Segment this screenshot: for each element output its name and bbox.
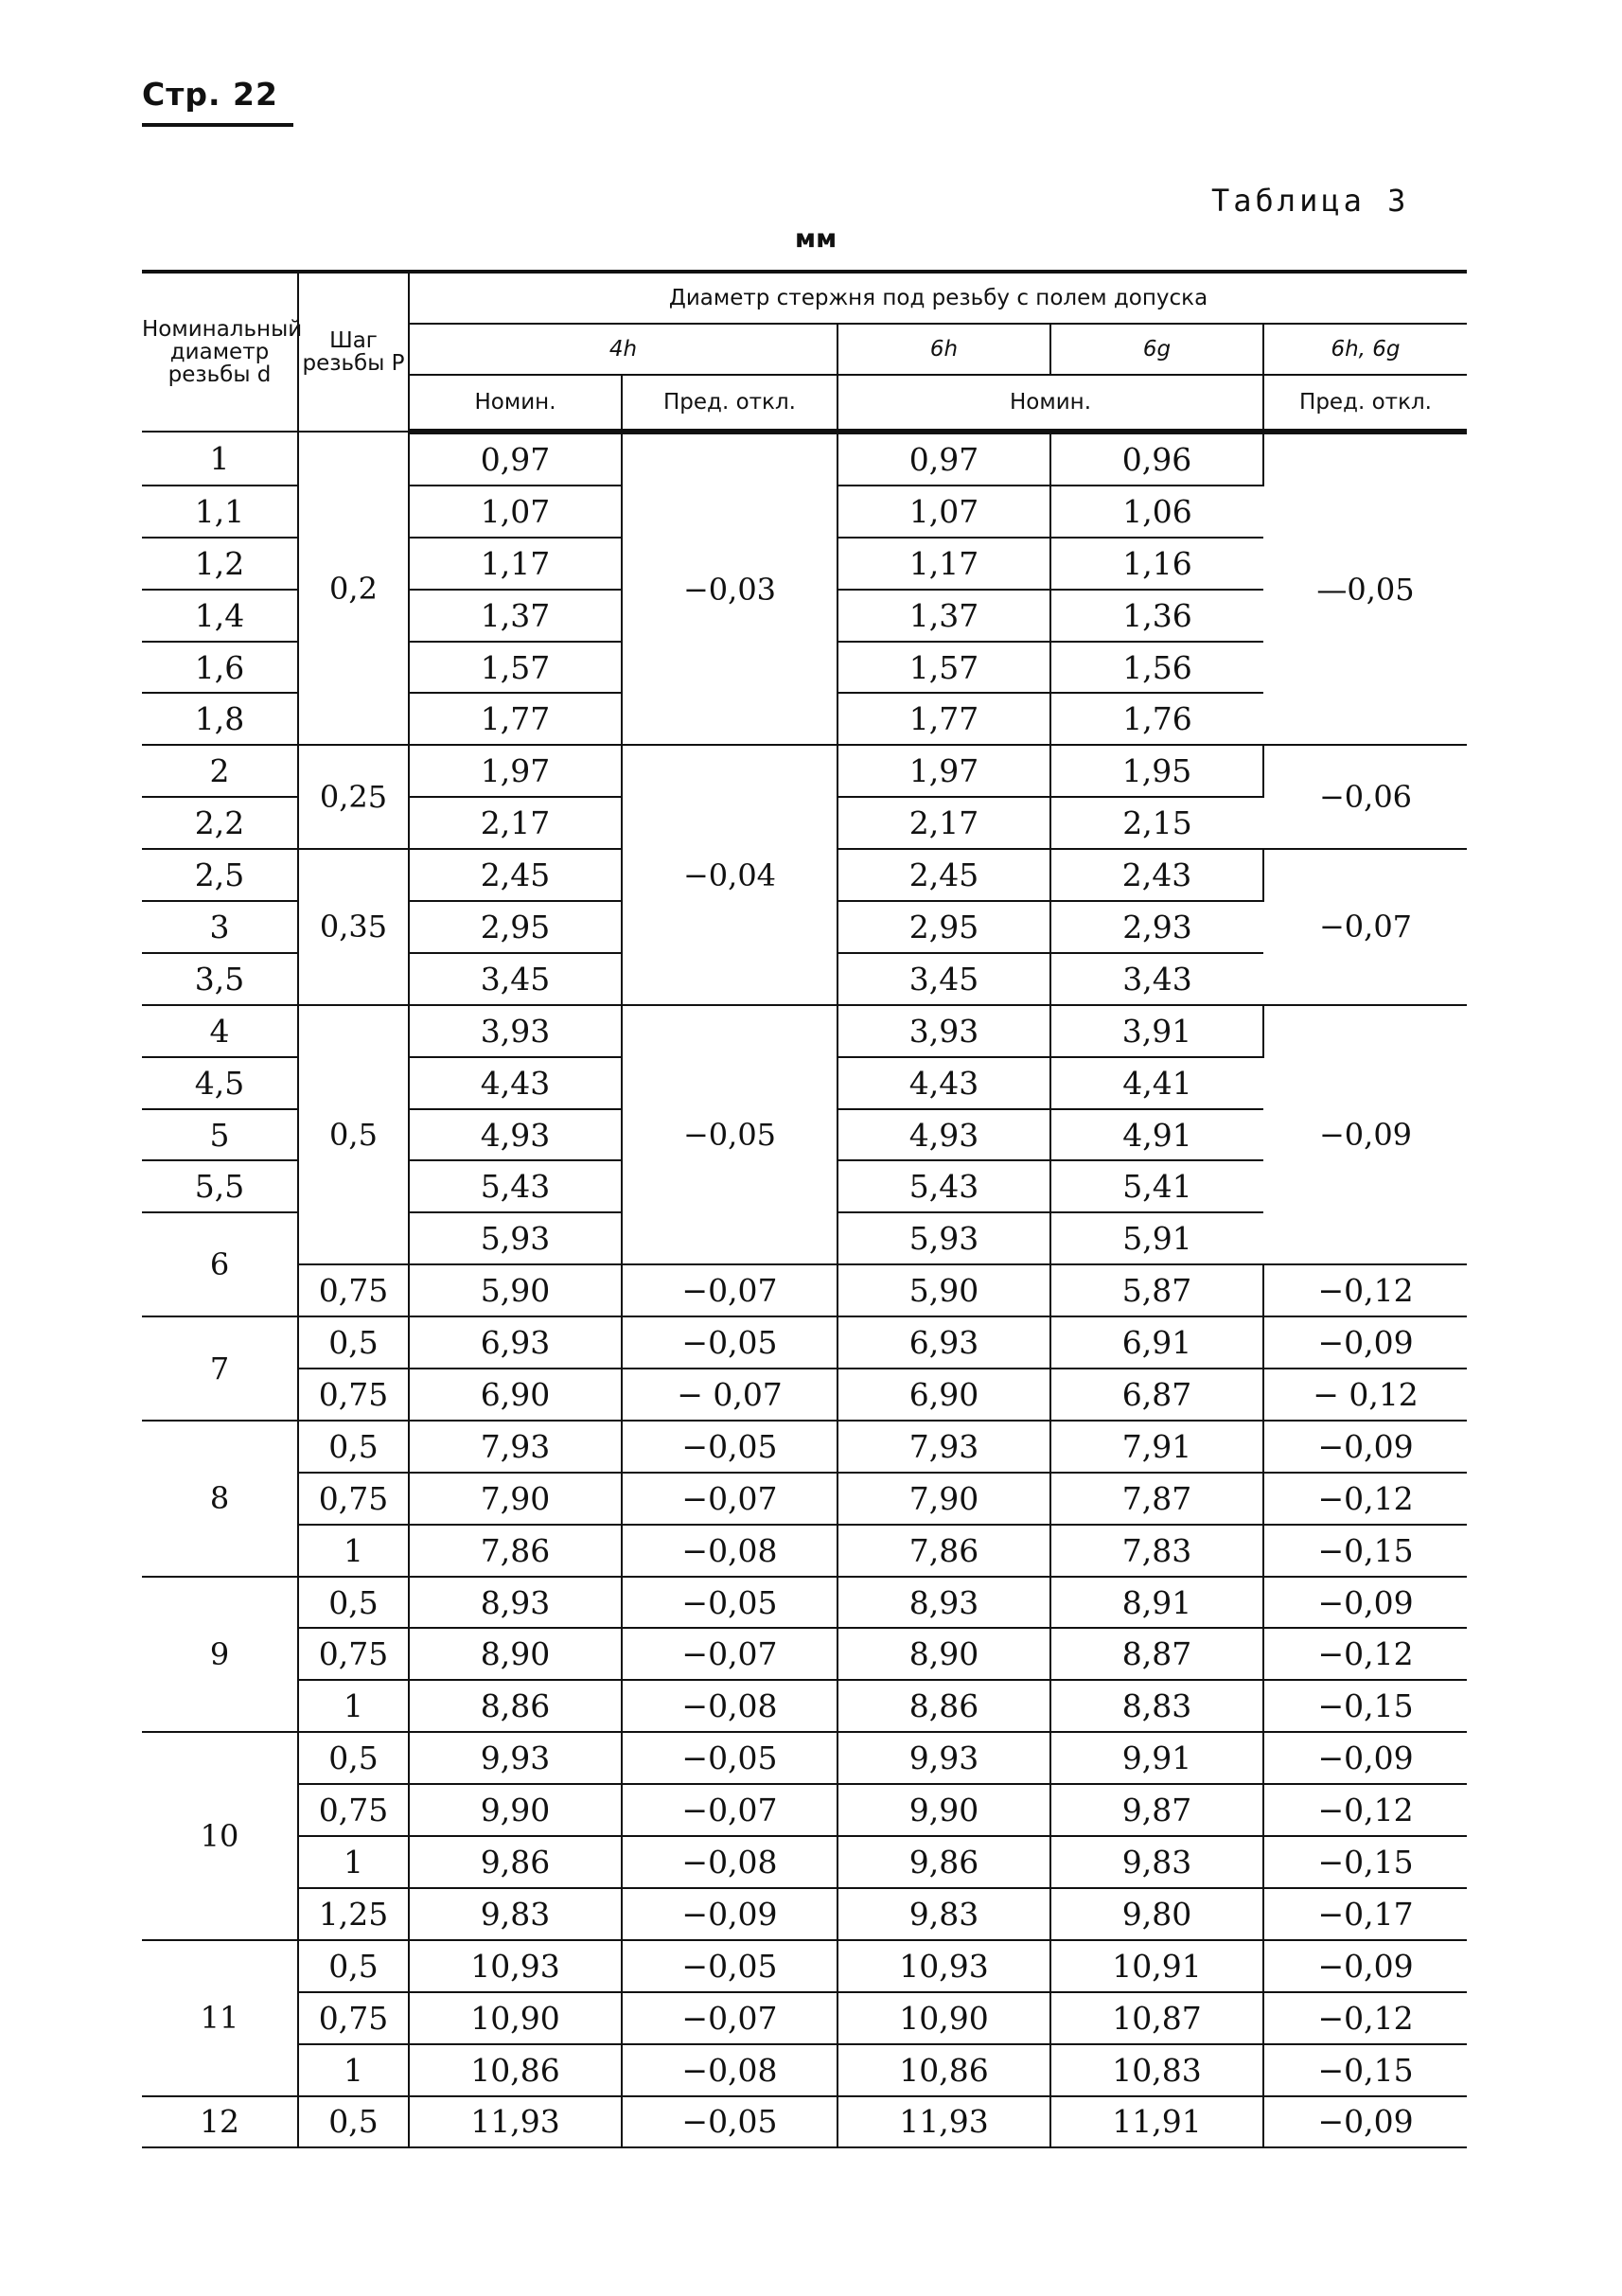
table-row <box>142 1732 1467 1784</box>
cell-dev-4h: −0,08 <box>622 1680 837 1732</box>
cell-nominal-diameter: 2,2 <box>142 797 298 849</box>
header-dev-4h: Пред. откл. <box>622 375 837 432</box>
cell-dev-4h: −0,07 <box>622 1473 837 1525</box>
cell-dev-6h-6g: −0,09 <box>1263 1577 1467 1629</box>
header-nominal-diameter: Номинальный диаметр резьбы d <box>142 272 298 432</box>
cell-nom-4h: 1,37 <box>409 590 622 642</box>
cell-nom-6g: 1,06 <box>1050 486 1263 538</box>
cell-nom-6g: 1,16 <box>1050 538 1263 590</box>
cell-nom-4h: 6,90 <box>409 1369 622 1421</box>
cell-nom-6g: 11,91 <box>1050 2096 1263 2148</box>
cell-nom-4h: 10,86 <box>409 2044 622 2096</box>
cell-dev-6h-6g: −0,15 <box>1263 1680 1467 1732</box>
cell-nom-6h: 1,57 <box>837 642 1050 694</box>
cell-pitch: 1 <box>298 2044 409 2096</box>
cell-dev-4h: −0,05 <box>622 1316 837 1369</box>
cell-dev-4h: −0,05 <box>622 1732 837 1784</box>
cell-nom-6h: 8,93 <box>837 1577 1050 1629</box>
cell-nom-4h: 1,77 <box>409 693 622 745</box>
page-number: Стр. 22 <box>142 76 278 113</box>
cell-dev-4h: −0,05 <box>622 1005 837 1264</box>
cell-dev-4h: −0,07 <box>622 1992 837 2044</box>
cell-nom-4h: 8,90 <box>409 1628 622 1680</box>
cell-dev-6h-6g: −0,06 <box>1263 745 1467 849</box>
cell-nominal-diameter: 3 <box>142 901 298 953</box>
cell-nom-6h: 1,77 <box>837 693 1050 745</box>
cell-nom-6h: 1,37 <box>837 590 1050 642</box>
cell-nom-6g: 0,96 <box>1050 432 1263 486</box>
cell-nominal-diameter: 9 <box>142 1577 298 1733</box>
page-number-underline <box>142 123 293 127</box>
cell-nom-6g: 4,41 <box>1050 1057 1263 1109</box>
cell-nominal-diameter: 1,1 <box>142 486 298 538</box>
table-row <box>142 1836 1467 1888</box>
cell-pitch: 0,75 <box>298 1369 409 1421</box>
cell-nom-6h: 9,83 <box>837 1888 1050 1940</box>
cell-nom-4h: 8,86 <box>409 1680 622 1732</box>
cell-pitch: 0,5 <box>298 1005 409 1264</box>
cell-nom-6h: 9,93 <box>837 1732 1050 1784</box>
cell-nom-4h: 7,90 <box>409 1473 622 1525</box>
cell-nom-6h: 10,93 <box>837 1940 1050 1992</box>
cell-nom-4h: 7,86 <box>409 1525 622 1577</box>
header-tol-6h6g: 6h, 6g <box>1263 324 1467 375</box>
cell-dev-6h-6g: −0,09 <box>1263 2096 1467 2148</box>
cell-nom-6g: 9,83 <box>1050 1836 1263 1888</box>
cell-dev-6h-6g: —0,05 <box>1263 432 1467 745</box>
cell-dev-6h-6g: −0,07 <box>1263 849 1467 1005</box>
cell-nom-6g: 8,91 <box>1050 1577 1263 1629</box>
cell-nominal-diameter: 4,5 <box>142 1057 298 1109</box>
cell-nom-6g: 5,41 <box>1050 1160 1263 1212</box>
cell-dev-6h-6g: −0,15 <box>1263 1525 1467 1577</box>
cell-nom-4h: 5,90 <box>409 1264 622 1316</box>
cell-dev-4h: −0,07 <box>622 1628 837 1680</box>
cell-nom-6h: 1,97 <box>837 745 1050 797</box>
cell-nom-6g: 9,80 <box>1050 1888 1263 1940</box>
table-row <box>142 432 1467 486</box>
cell-dev-4h: −0,05 <box>622 1577 837 1629</box>
table-body <box>142 432 1467 2147</box>
cell-nom-6h: 0,97 <box>837 432 1050 486</box>
cell-nom-6h: 10,86 <box>837 2044 1050 2096</box>
cell-dev-4h: −0,03 <box>622 432 837 745</box>
cell-dev-6h-6g: −0,12 <box>1263 1992 1467 2044</box>
table-row <box>142 1784 1467 1836</box>
cell-nom-6h: 8,90 <box>837 1628 1050 1680</box>
cell-nom-4h: 3,45 <box>409 953 622 1005</box>
table-row <box>142 1525 1467 1577</box>
cell-nom-6h: 3,45 <box>837 953 1050 1005</box>
cell-nom-6g: 7,83 <box>1050 1525 1263 1577</box>
cell-nom-6h: 7,93 <box>837 1421 1050 1473</box>
cell-nominal-diameter: 2,5 <box>142 849 298 901</box>
cell-nom-6h: 3,93 <box>837 1005 1050 1057</box>
cell-dev-4h: −0,09 <box>622 1888 837 1940</box>
cell-pitch: 0,75 <box>298 1628 409 1680</box>
cell-nominal-diameter: 1,8 <box>142 693 298 745</box>
cell-nom-6h: 8,86 <box>837 1680 1050 1732</box>
cell-nom-4h: 9,93 <box>409 1732 622 1784</box>
cell-dev-6h-6g: −0,09 <box>1263 1005 1467 1264</box>
cell-nom-6g: 5,91 <box>1050 1212 1263 1264</box>
cell-dev-6h-6g: −0,09 <box>1263 1316 1467 1369</box>
cell-nom-6g: 2,43 <box>1050 849 1263 901</box>
cell-nominal-diameter: 1,6 <box>142 642 298 694</box>
cell-dev-4h: −0,08 <box>622 2044 837 2096</box>
cell-pitch: 1 <box>298 1836 409 1888</box>
cell-nom-6g: 1,56 <box>1050 642 1263 694</box>
cell-nominal-diameter: 4 <box>142 1005 298 1057</box>
cell-nom-6h: 4,43 <box>837 1057 1050 1109</box>
cell-nom-4h: 5,43 <box>409 1160 622 1212</box>
cell-nom-4h: 0,97 <box>409 432 622 486</box>
cell-nom-4h: 8,93 <box>409 1577 622 1629</box>
cell-nom-6h: 1,07 <box>837 486 1050 538</box>
cell-nom-6h: 6,90 <box>837 1369 1050 1421</box>
cell-pitch: 0,35 <box>298 849 409 1005</box>
table-row <box>142 1264 1467 1316</box>
cell-dev-4h: −0,04 <box>622 745 837 1004</box>
cell-dev-4h: −0,05 <box>622 1940 837 1992</box>
table-row <box>142 1940 1467 1992</box>
cell-nom-4h: 10,90 <box>409 1992 622 2044</box>
cell-nom-6g: 5,87 <box>1050 1264 1263 1316</box>
header-tol-4h: 4h <box>409 324 837 375</box>
cell-nom-6h: 4,93 <box>837 1109 1050 1161</box>
table-row <box>142 1628 1467 1680</box>
cell-nom-4h: 7,93 <box>409 1421 622 1473</box>
cell-pitch: 0,75 <box>298 1264 409 1316</box>
cell-nom-6g: 8,87 <box>1050 1628 1263 1680</box>
cell-pitch: 1 <box>298 1525 409 1577</box>
header-group: Диаметр стержня под резьбу с полем допуска <box>409 272 1467 324</box>
cell-nom-6g: 2,15 <box>1050 797 1263 849</box>
cell-nominal-diameter: 12 <box>142 2096 298 2148</box>
cell-pitch: 1,25 <box>298 1888 409 1940</box>
cell-nom-4h: 3,93 <box>409 1005 622 1057</box>
cell-nom-6h: 6,93 <box>837 1316 1050 1369</box>
cell-nom-6h: 7,86 <box>837 1525 1050 1577</box>
cell-nominal-diameter: 6 <box>142 1212 298 1316</box>
cell-nom-4h: 11,93 <box>409 2096 622 2148</box>
table-row <box>142 1005 1467 1057</box>
cell-nom-6g: 8,83 <box>1050 1680 1263 1732</box>
cell-nominal-diameter: 2 <box>142 745 298 797</box>
table-row <box>142 745 1467 797</box>
cell-dev-6h-6g: −0,09 <box>1263 1940 1467 1992</box>
cell-nominal-diameter: 7 <box>142 1316 298 1421</box>
table-row <box>142 1680 1467 1732</box>
table-row <box>142 2044 1467 2096</box>
cell-nom-6h: 2,45 <box>837 849 1050 901</box>
cell-pitch: 0,5 <box>298 1577 409 1629</box>
cell-nom-4h: 5,93 <box>409 1212 622 1264</box>
cell-dev-6h-6g: −0,12 <box>1263 1784 1467 1836</box>
header-tol-6g: 6g <box>1050 324 1263 375</box>
cell-nom-6h: 9,90 <box>837 1784 1050 1836</box>
cell-nom-4h: 2,17 <box>409 797 622 849</box>
cell-pitch: 0,5 <box>298 1421 409 1473</box>
cell-pitch: 0,5 <box>298 2096 409 2148</box>
cell-nom-6g: 1,76 <box>1050 693 1263 745</box>
cell-dev-4h: −0,08 <box>622 1525 837 1577</box>
cell-nom-6g: 9,91 <box>1050 1732 1263 1784</box>
cell-nom-4h: 1,97 <box>409 745 622 797</box>
cell-nom-4h: 1,57 <box>409 642 622 694</box>
cell-nom-6h: 7,90 <box>837 1473 1050 1525</box>
cell-nom-6g: 9,87 <box>1050 1784 1263 1836</box>
table-title: Таблица 3 <box>1211 183 1410 219</box>
cell-pitch: 0,25 <box>298 745 409 849</box>
cell-nom-6g: 7,87 <box>1050 1473 1263 1525</box>
cell-nom-6h: 1,17 <box>837 538 1050 590</box>
cell-pitch: 0,5 <box>298 1316 409 1369</box>
cell-nom-6g: 1,36 <box>1050 590 1263 642</box>
cell-nom-6h: 2,17 <box>837 797 1050 849</box>
cell-dev-4h: −0,07 <box>622 1264 837 1316</box>
cell-nominal-diameter: 5 <box>142 1109 298 1161</box>
table-row <box>142 1473 1467 1525</box>
header-nom-6: Номин. <box>837 375 1263 432</box>
header-nom-4h: Номин. <box>409 375 622 432</box>
cell-nom-6g: 2,93 <box>1050 901 1263 953</box>
table-row <box>142 1369 1467 1421</box>
cell-nom-6g: 3,91 <box>1050 1005 1263 1057</box>
cell-dev-4h: −0,07 <box>622 1784 837 1836</box>
cell-nom-4h: 4,93 <box>409 1109 622 1161</box>
cell-dev-6h-6g: −0,12 <box>1263 1264 1467 1316</box>
table-row <box>142 1577 1467 1629</box>
cell-nom-6h: 5,90 <box>837 1264 1050 1316</box>
cell-nom-6h: 11,93 <box>837 2096 1050 2148</box>
table-row <box>142 2096 1467 2148</box>
cell-dev-6h-6g: −0,12 <box>1263 1473 1467 1525</box>
cell-nom-4h: 4,43 <box>409 1057 622 1109</box>
cell-nom-6g: 7,91 <box>1050 1421 1263 1473</box>
cell-nom-6h: 9,86 <box>837 1836 1050 1888</box>
cell-nom-4h: 2,95 <box>409 901 622 953</box>
cell-nom-6g: 10,91 <box>1050 1940 1263 1992</box>
cell-nom-4h: 1,17 <box>409 538 622 590</box>
cell-pitch: 0,2 <box>298 432 409 745</box>
cell-nom-6h: 5,43 <box>837 1160 1050 1212</box>
cell-nominal-diameter: 3,5 <box>142 953 298 1005</box>
cell-nom-4h: 9,86 <box>409 1836 622 1888</box>
cell-nom-6h: 2,95 <box>837 901 1050 953</box>
cell-nom-6g: 4,91 <box>1050 1109 1263 1161</box>
cell-nominal-diameter: 5,5 <box>142 1160 298 1212</box>
cell-dev-4h: −0,05 <box>622 2096 837 2148</box>
cell-nom-6g: 10,87 <box>1050 1992 1263 2044</box>
cell-dev-6h-6g: −0,17 <box>1263 1888 1467 1940</box>
cell-nominal-diameter: 1,4 <box>142 590 298 642</box>
cell-nom-4h: 1,07 <box>409 486 622 538</box>
cell-dev-4h: − 0,07 <box>622 1369 837 1421</box>
table-row <box>142 1421 1467 1473</box>
cell-dev-6h-6g: − 0,12 <box>1263 1369 1467 1421</box>
cell-dev-4h: −0,05 <box>622 1421 837 1473</box>
header-tol-6h: 6h <box>837 324 1050 375</box>
cell-nominal-diameter: 10 <box>142 1732 298 1940</box>
cell-nominal-diameter: 1 <box>142 432 298 486</box>
cell-dev-6h-6g: −0,15 <box>1263 2044 1467 2096</box>
cell-nominal-diameter: 8 <box>142 1421 298 1577</box>
cell-pitch: 0,75 <box>298 1784 409 1836</box>
cell-dev-6h-6g: −0,12 <box>1263 1628 1467 1680</box>
cell-nom-6g: 3,43 <box>1050 953 1263 1005</box>
cell-pitch: 0,75 <box>298 1473 409 1525</box>
cell-nom-4h: 6,93 <box>409 1316 622 1369</box>
cell-nom-6h: 10,90 <box>837 1992 1050 2044</box>
table-row <box>142 1992 1467 2044</box>
cell-nom-4h: 9,90 <box>409 1784 622 1836</box>
cell-nominal-diameter: 1,2 <box>142 538 298 590</box>
thread-diameter-table <box>142 270 1467 2148</box>
table-row <box>142 1316 1467 1369</box>
table-row <box>142 1888 1467 1940</box>
cell-nom-6g: 6,91 <box>1050 1316 1263 1369</box>
cell-nom-6g: 6,87 <box>1050 1369 1263 1421</box>
cell-nominal-diameter: 11 <box>142 1940 298 2096</box>
cell-dev-6h-6g: −0,15 <box>1263 1836 1467 1888</box>
cell-pitch: 0,75 <box>298 1992 409 2044</box>
cell-nom-4h: 9,83 <box>409 1888 622 1940</box>
cell-nom-6h: 5,93 <box>837 1212 1050 1264</box>
cell-dev-6h-6g: −0,09 <box>1263 1421 1467 1473</box>
cell-nom-4h: 10,93 <box>409 1940 622 1992</box>
header-pitch: Шаг резьбы P <box>298 272 409 432</box>
cell-nom-4h: 2,45 <box>409 849 622 901</box>
cell-dev-4h: −0,08 <box>622 1836 837 1888</box>
cell-nom-6g: 10,83 <box>1050 2044 1263 2096</box>
header-dev-6: Пред. откл. <box>1263 375 1467 432</box>
cell-nom-6g: 1,95 <box>1050 745 1263 797</box>
cell-pitch: 1 <box>298 1680 409 1732</box>
cell-pitch: 0,5 <box>298 1940 409 1992</box>
cell-pitch: 0,5 <box>298 1732 409 1784</box>
table-unit: мм <box>795 224 837 254</box>
cell-dev-6h-6g: −0,09 <box>1263 1732 1467 1784</box>
